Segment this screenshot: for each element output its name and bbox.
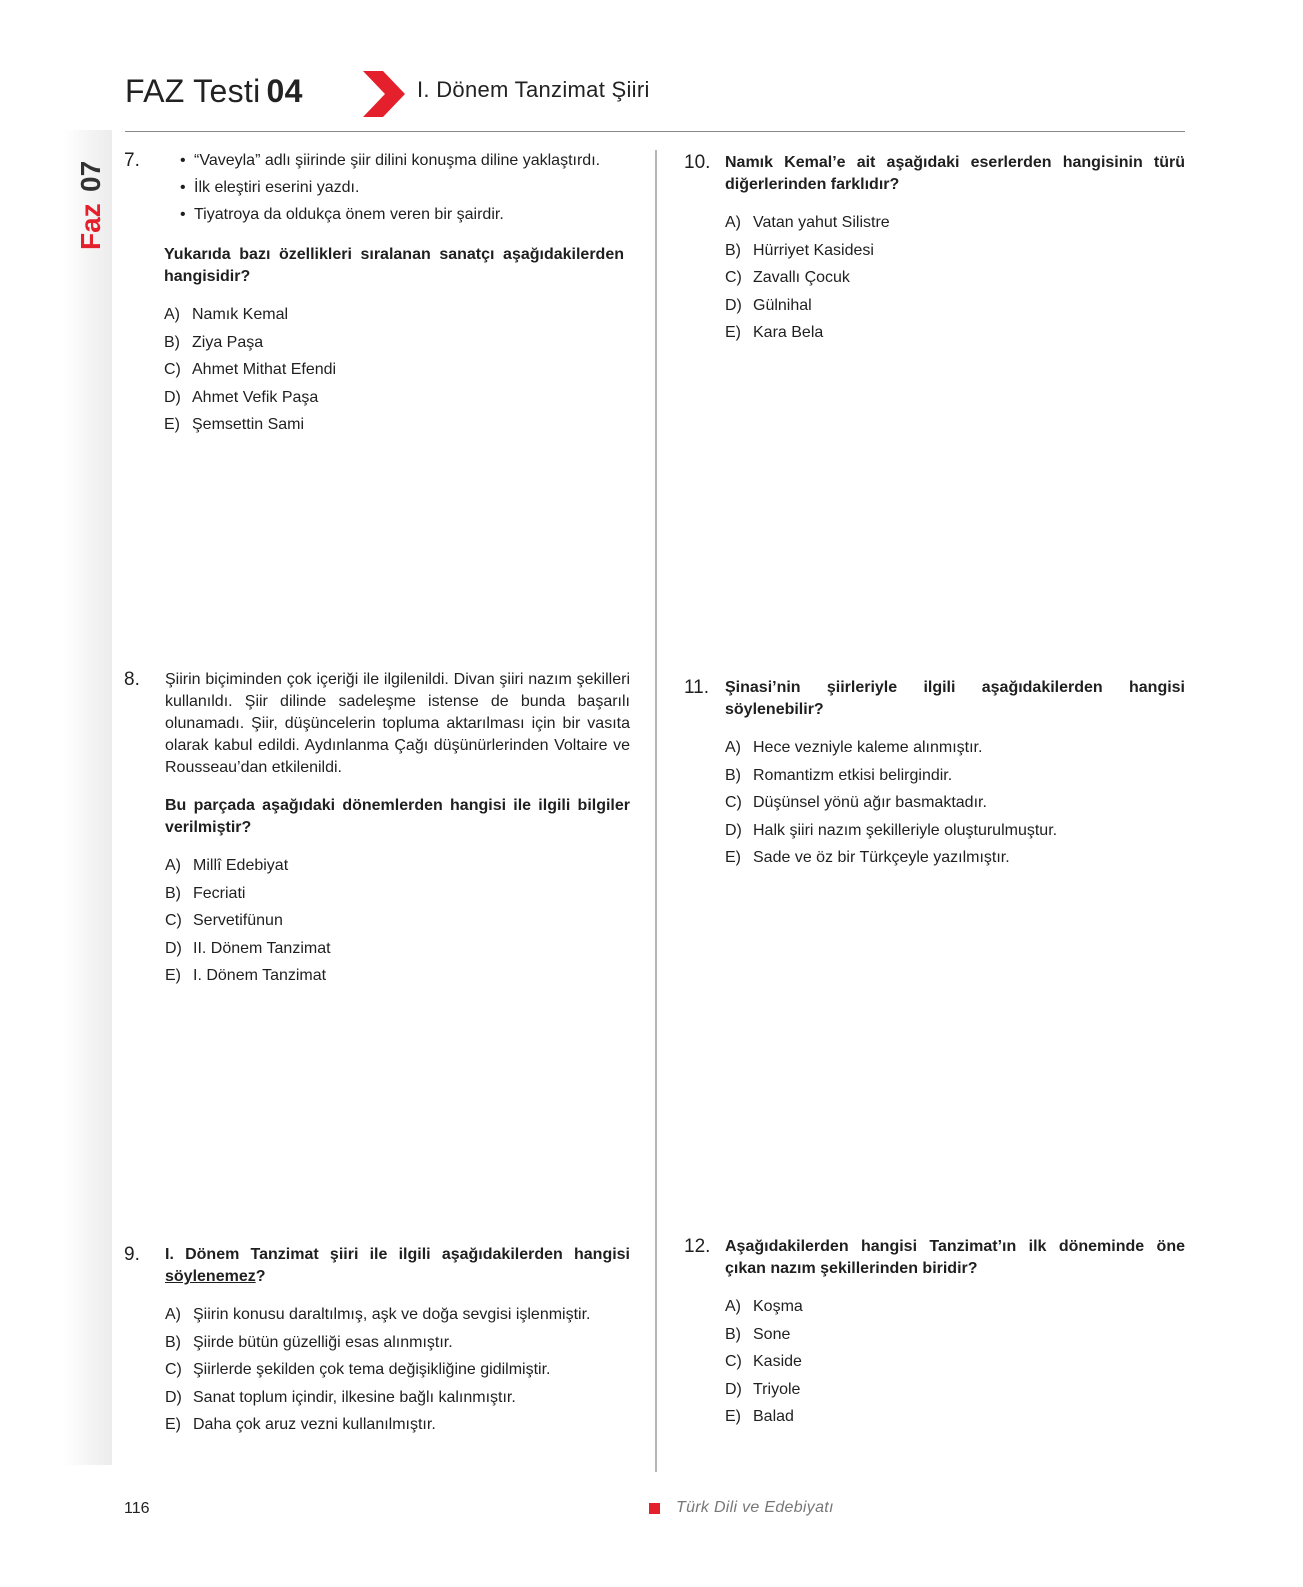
option-list <box>165 1304 630 1442</box>
option-c[interactable]: C) Ahmet Mithat Efendi <box>164 361 337 378</box>
question-number: 9. <box>124 1244 140 1265</box>
option-list <box>725 212 1185 350</box>
option-list <box>165 855 630 993</box>
chevron-right-icon <box>363 71 409 117</box>
option-a[interactable]: A) Şiirin konusu daraltılmış, aşk ve doğa sevgisi işlenmiştir. <box>165 1306 591 1323</box>
option-b[interactable]: B) Hürriyet Kasidesi <box>725 241 874 259</box>
option-c[interactable]: C) Servetifünun <box>165 912 283 929</box>
question-stem: Namık Kemal’e ait aşağıdaki eserlerden hangisinin türü diğerlerinden farklıdır? <box>725 154 1185 193</box>
option-e[interactable]: E) Şemsettin Sami <box>164 416 305 433</box>
question-number: 11. <box>684 677 710 698</box>
option-c[interactable]: C) Zavallı Çocuk <box>725 269 850 286</box>
question-number: 12. <box>684 1236 711 1257</box>
bullet-item: • Tiyatroya da oldukça önem veren bir şairdir. <box>180 204 624 226</box>
option-b[interactable]: B) Şiirde bütün güzelliği esas alınmıştır. <box>165 1333 453 1351</box>
test-series: FAZ Testi <box>125 73 261 109</box>
option-e[interactable]: E) Sade ve öz bir Türkçeyle yazılmıştır. <box>725 849 1010 866</box>
underlined-keyword: söylenemez <box>165 1268 256 1285</box>
question-number: 10. <box>684 152 711 173</box>
option-e[interactable]: E) Daha çok aruz vezni kullanılmıştır. <box>165 1416 436 1433</box>
option-a[interactable]: A) Vatan yahut Silistre <box>725 214 890 231</box>
option-d[interactable]: D) Halk şiiri nazım şekilleriyle oluşturulmuştur. <box>725 821 1058 839</box>
option-d[interactable]: D) Ahmet Vefik Paşa <box>164 388 319 406</box>
header-divider <box>125 131 1185 132</box>
test-topic: I. Dönem Tanzimat Şiiri <box>417 77 650 102</box>
option-c[interactable]: C) Şiirlerde şekilden çok tema değişikliğine gidilmiştir. <box>165 1361 551 1378</box>
option-e[interactable]: E) I. Dönem Tanzimat <box>165 967 327 984</box>
option-a[interactable]: A) Namık Kemal <box>164 306 289 323</box>
option-d[interactable]: D) Sanat toplum içindir, ilkesine bağlı kalınmıştır. <box>165 1388 516 1406</box>
bullet-item: • “Vaveyla” adlı şiirinde şiir dilini konuşma diline yaklaştırdı. <box>180 150 624 172</box>
option-b[interactable]: B) Romantizm etkisi belirgindir. <box>725 766 953 784</box>
question-number: 7. <box>124 150 140 171</box>
question-number: 8. <box>124 669 140 690</box>
option-d[interactable]: D) II. Dönem Tanzimat <box>165 939 331 957</box>
option-a[interactable]: A) Koşma <box>725 1298 803 1315</box>
side-tab-number: 07 <box>75 160 106 192</box>
option-list <box>725 737 1185 875</box>
option-e[interactable]: E) Balad <box>725 1408 794 1425</box>
question-stem: Yukarıda bazı özellikleri sıralanan sanatçı aşağıdakilerden hangisidir? <box>164 246 624 285</box>
option-b[interactable]: B) Sone <box>725 1325 791 1343</box>
page-header <box>125 65 1185 125</box>
bullet-item: • İlk eleştiri eserini yazdı. <box>180 177 624 199</box>
question-stem: Bu parçada aşağıdaki dönemlerden hangisi ile ilgili bilgiler verilmiştir? <box>165 797 630 836</box>
test-number: 04 <box>266 73 303 109</box>
side-tab-logo <box>70 150 110 260</box>
option-a[interactable]: A) Millî Edebiyat <box>165 857 289 874</box>
question-stem: Şinasi’nin şiirleriyle ilgili aşağıdakilerden hangisi söylenebilir? <box>725 679 1185 718</box>
side-band <box>64 130 112 1465</box>
test-title <box>125 73 303 110</box>
option-list <box>725 1296 1185 1434</box>
option-e[interactable]: E) Kara Bela <box>725 324 824 341</box>
option-c[interactable]: C) Kaside <box>725 1353 802 1370</box>
option-a[interactable]: A) Hece vezniyle kaleme alınmıştır. <box>725 739 983 756</box>
option-d[interactable]: D) Gülnihal <box>725 296 812 314</box>
page-number: 116 <box>124 1500 150 1517</box>
column-divider <box>655 150 657 1472</box>
question-stem: I. Dönem Tanzimat şiiri ile ilgili aşağıdakilerden hangisi söylenemez? <box>165 1246 630 1285</box>
subject-label: Türk Dili ve Edebiyatı <box>676 1499 834 1516</box>
svg-text:Faz: Faz <box>75 203 106 250</box>
question-stem: Aşağıdakilerden hangisi Tanzimat’ın ilk döneminde öne çıkan nazım şekillerinden biridir? <box>725 1238 1185 1277</box>
bullet-list <box>180 150 624 226</box>
question-passage: Şiirin biçiminden çok içeriği ile ilgilenildi. Divan şiiri nazım şekilleri kullanıldı. Şiir dilinde sadeleşme istense de bunda başarılı olunamadı. Şiir, düşüncelerin topluma aktarılması için bir vasıta olarak kabul edildi. Aydınlanma Çağı düşünürlerinden Voltaire ve Rousseau’dan etkilenildi. <box>165 671 630 776</box>
option-list <box>164 304 624 442</box>
option-b[interactable]: B) Ziya Paşa <box>164 333 264 351</box>
option-c[interactable]: C) Düşünsel yönü ağır basmaktadır. <box>725 794 987 811</box>
option-b[interactable]: B) Fecriati <box>165 884 246 902</box>
option-d[interactable]: D) Triyole <box>725 1380 801 1398</box>
square-icon <box>649 1503 660 1514</box>
